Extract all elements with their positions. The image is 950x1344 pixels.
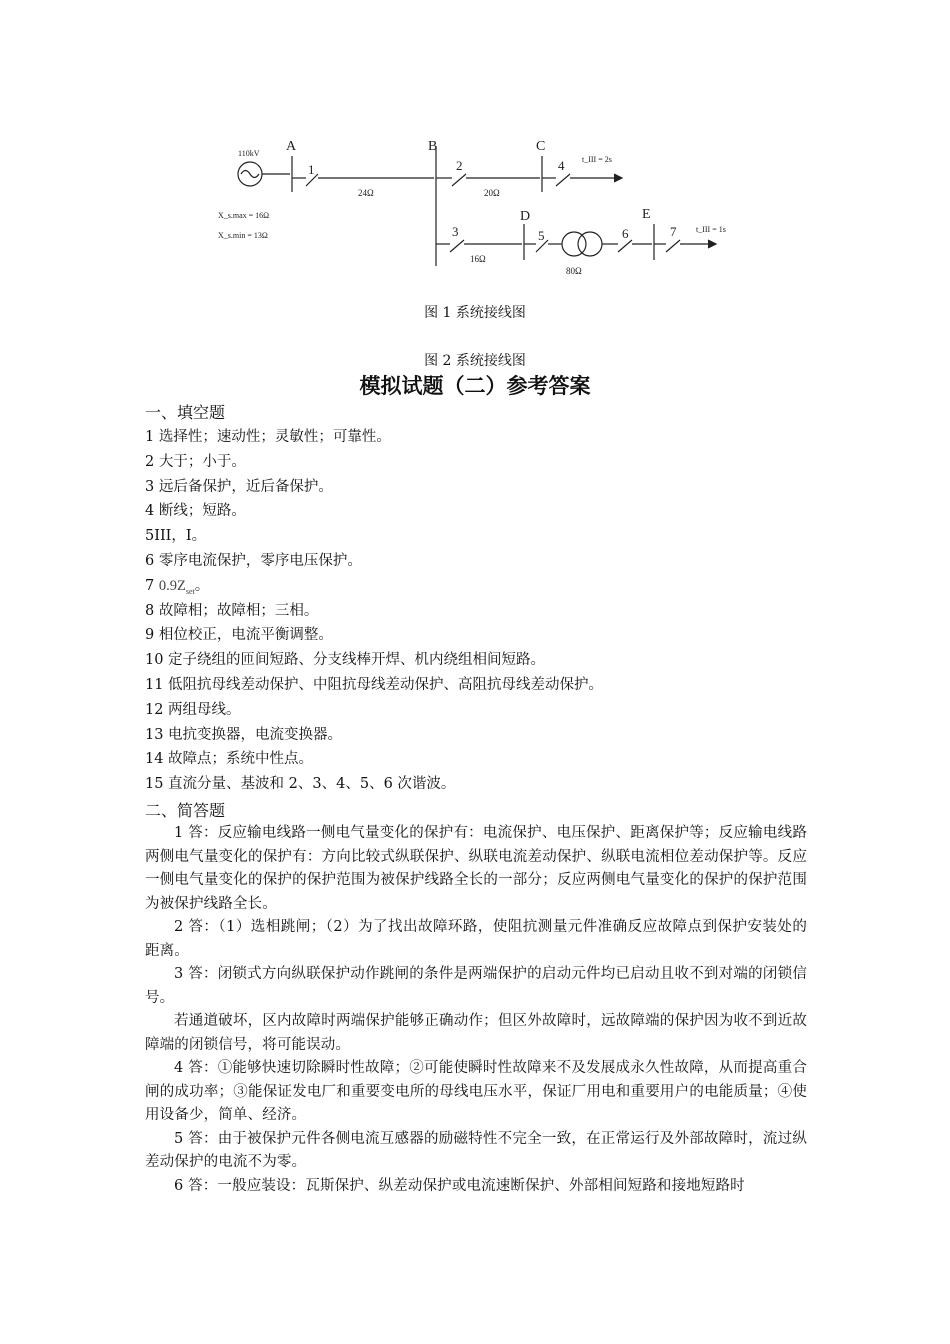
answer-paragraph: 6 答：一般应装设：瓦斯保护、纵差动保护或电流速断保护、外部相间短路和接地短路时 [174, 1177, 745, 1194]
breaker-number-5: 5 [538, 228, 545, 243]
formula-main: 0.9Z [158, 577, 186, 594]
breaker-number-6: 6 [622, 226, 629, 241]
breaker-number-4: 4 [558, 158, 565, 173]
section-heading-short-answer: 二、简答题 [145, 801, 226, 820]
figure-caption-1: 图 1 系统接线图 [424, 305, 526, 321]
list-item: 2 大于；小于。 [145, 453, 246, 470]
short-answer-body [145, 822, 807, 1198]
time-label-c: t_III = 2s [582, 155, 612, 164]
answer-paragraph: 5 答：由于被保护元件各侧电流互感器的励磁特性不完全一致，在正常运行及外部故障时，流过纵差动保护的电流不为零。 [145, 1130, 807, 1170]
answer-paragraph: 若通道破坏，区内故障时两端保护能够正确动作；但区外故障时，远故障端的保护因为收不到近故障端的闭锁信号，将可能误动。 [145, 1013, 807, 1053]
list-item: 9 相位校正，电流平衡调整。 [145, 627, 333, 644]
page-title: 模拟试题（二）参考答案 [359, 374, 591, 398]
bus-label-a: A [286, 139, 297, 154]
formula-0-9z-set [159, 578, 195, 594]
breaker-number-3: 3 [452, 224, 459, 239]
impedance-bd: 16Ω [470, 254, 486, 264]
list-item: 11 低阻抗母线差动保护、中阻抗母线差动保护、高阻抗母线差动保护。 [145, 676, 604, 693]
breaker-number-2: 2 [456, 158, 463, 173]
source-param-max: X_s.max = 16Ω [218, 211, 270, 220]
answer-paragraph: 3 答：闭锁式方向纵联保护动作跳闸的条件是两端保护的启动元件均已启动且收不到对端的闭锁信号。 [145, 966, 807, 1006]
list-item: 12 两组母线。 [145, 701, 241, 718]
impedance-bc: 20Ω [484, 188, 500, 198]
bus-label-d: D [520, 209, 531, 224]
list-item: 14 故障点；系统中性点。 [145, 751, 314, 768]
list-item: 5III，I。 [145, 528, 207, 545]
list-item: 1 选择性；速动性；灵敏性；可靠性。 [145, 429, 391, 445]
figure-caption-2: 图 2 系统接线图 [424, 353, 526, 369]
list-item-formula [145, 574, 825, 599]
answer-paragraph: 4 答：①能够快速切除瞬时性故障；②可能使瞬时性故障来不及发展成永久性故障，从而提高重合闸的成功率；③能保证发电厂和重要变电所的母线电压水平，保证厂用电和重要用户的电能质量；④使用设备少，简单、经济。 [145, 1060, 807, 1123]
list-item: 15 直流分量、基波和 2、3、4、5、6 次谐波。 [145, 776, 456, 793]
answer-paragraph: 1 答：反应输电线路一侧电气量变化的保护有：电流保护、电压保护、距离保护等；反应输电线路两侧电气量变化的保护有：方向比较式纵联保护、纵联电流差动保护、纵联电流相位差动保护等。反应一侧电气量变化的保护的保护范围为被保护线路全长的一部分；反应两侧电气量变化的保护的保护范围为被保护线路全长。 [145, 825, 807, 912]
breaker-number-1: 1 [308, 162, 315, 177]
bus-label-c: C [536, 139, 546, 154]
source-label: 110kV [238, 149, 260, 158]
bus-label-b: B [428, 139, 438, 154]
list-item: 4 断线；短路。 [145, 503, 246, 520]
answer-paragraph: 2 答：（1）选相跳闸；（2）为了找出故障环路，使阻抗测量元件准确反应故障点到保护安装处的距离。 [145, 919, 807, 959]
fill-in-answer-list [145, 425, 825, 797]
formula-subscript: set [185, 586, 195, 596]
list-item: 10 定子绕组的匝间短路、分支线棒开焊、机内绕组相间短路。 [145, 652, 546, 669]
bus-label-e: E [642, 207, 651, 222]
source-param-min: X_s.min = 13Ω [218, 231, 268, 240]
impedance-transformer: 80Ω [566, 266, 582, 276]
list-item: 3 远后备保护，近后备保护。 [145, 478, 333, 495]
system-wiring-diagram [210, 128, 770, 276]
item7-suffix: 。 [194, 577, 210, 594]
breaker-number-7: 7 [670, 224, 677, 239]
list-item: 13 电抗变换器，电流变换器。 [145, 726, 343, 743]
impedance-ab: 24Ω [358, 188, 374, 198]
time-label-e: t_III = 1s [696, 225, 726, 234]
item7-prefix: 7 [145, 577, 159, 594]
list-item: 8 故障相；故障相；三相。 [145, 602, 319, 619]
section-heading-fill-in: 一、填空题 [145, 403, 226, 422]
transformer-icon [562, 232, 586, 256]
list-item: 6 零序电流保护，零序电压保护。 [145, 552, 362, 569]
